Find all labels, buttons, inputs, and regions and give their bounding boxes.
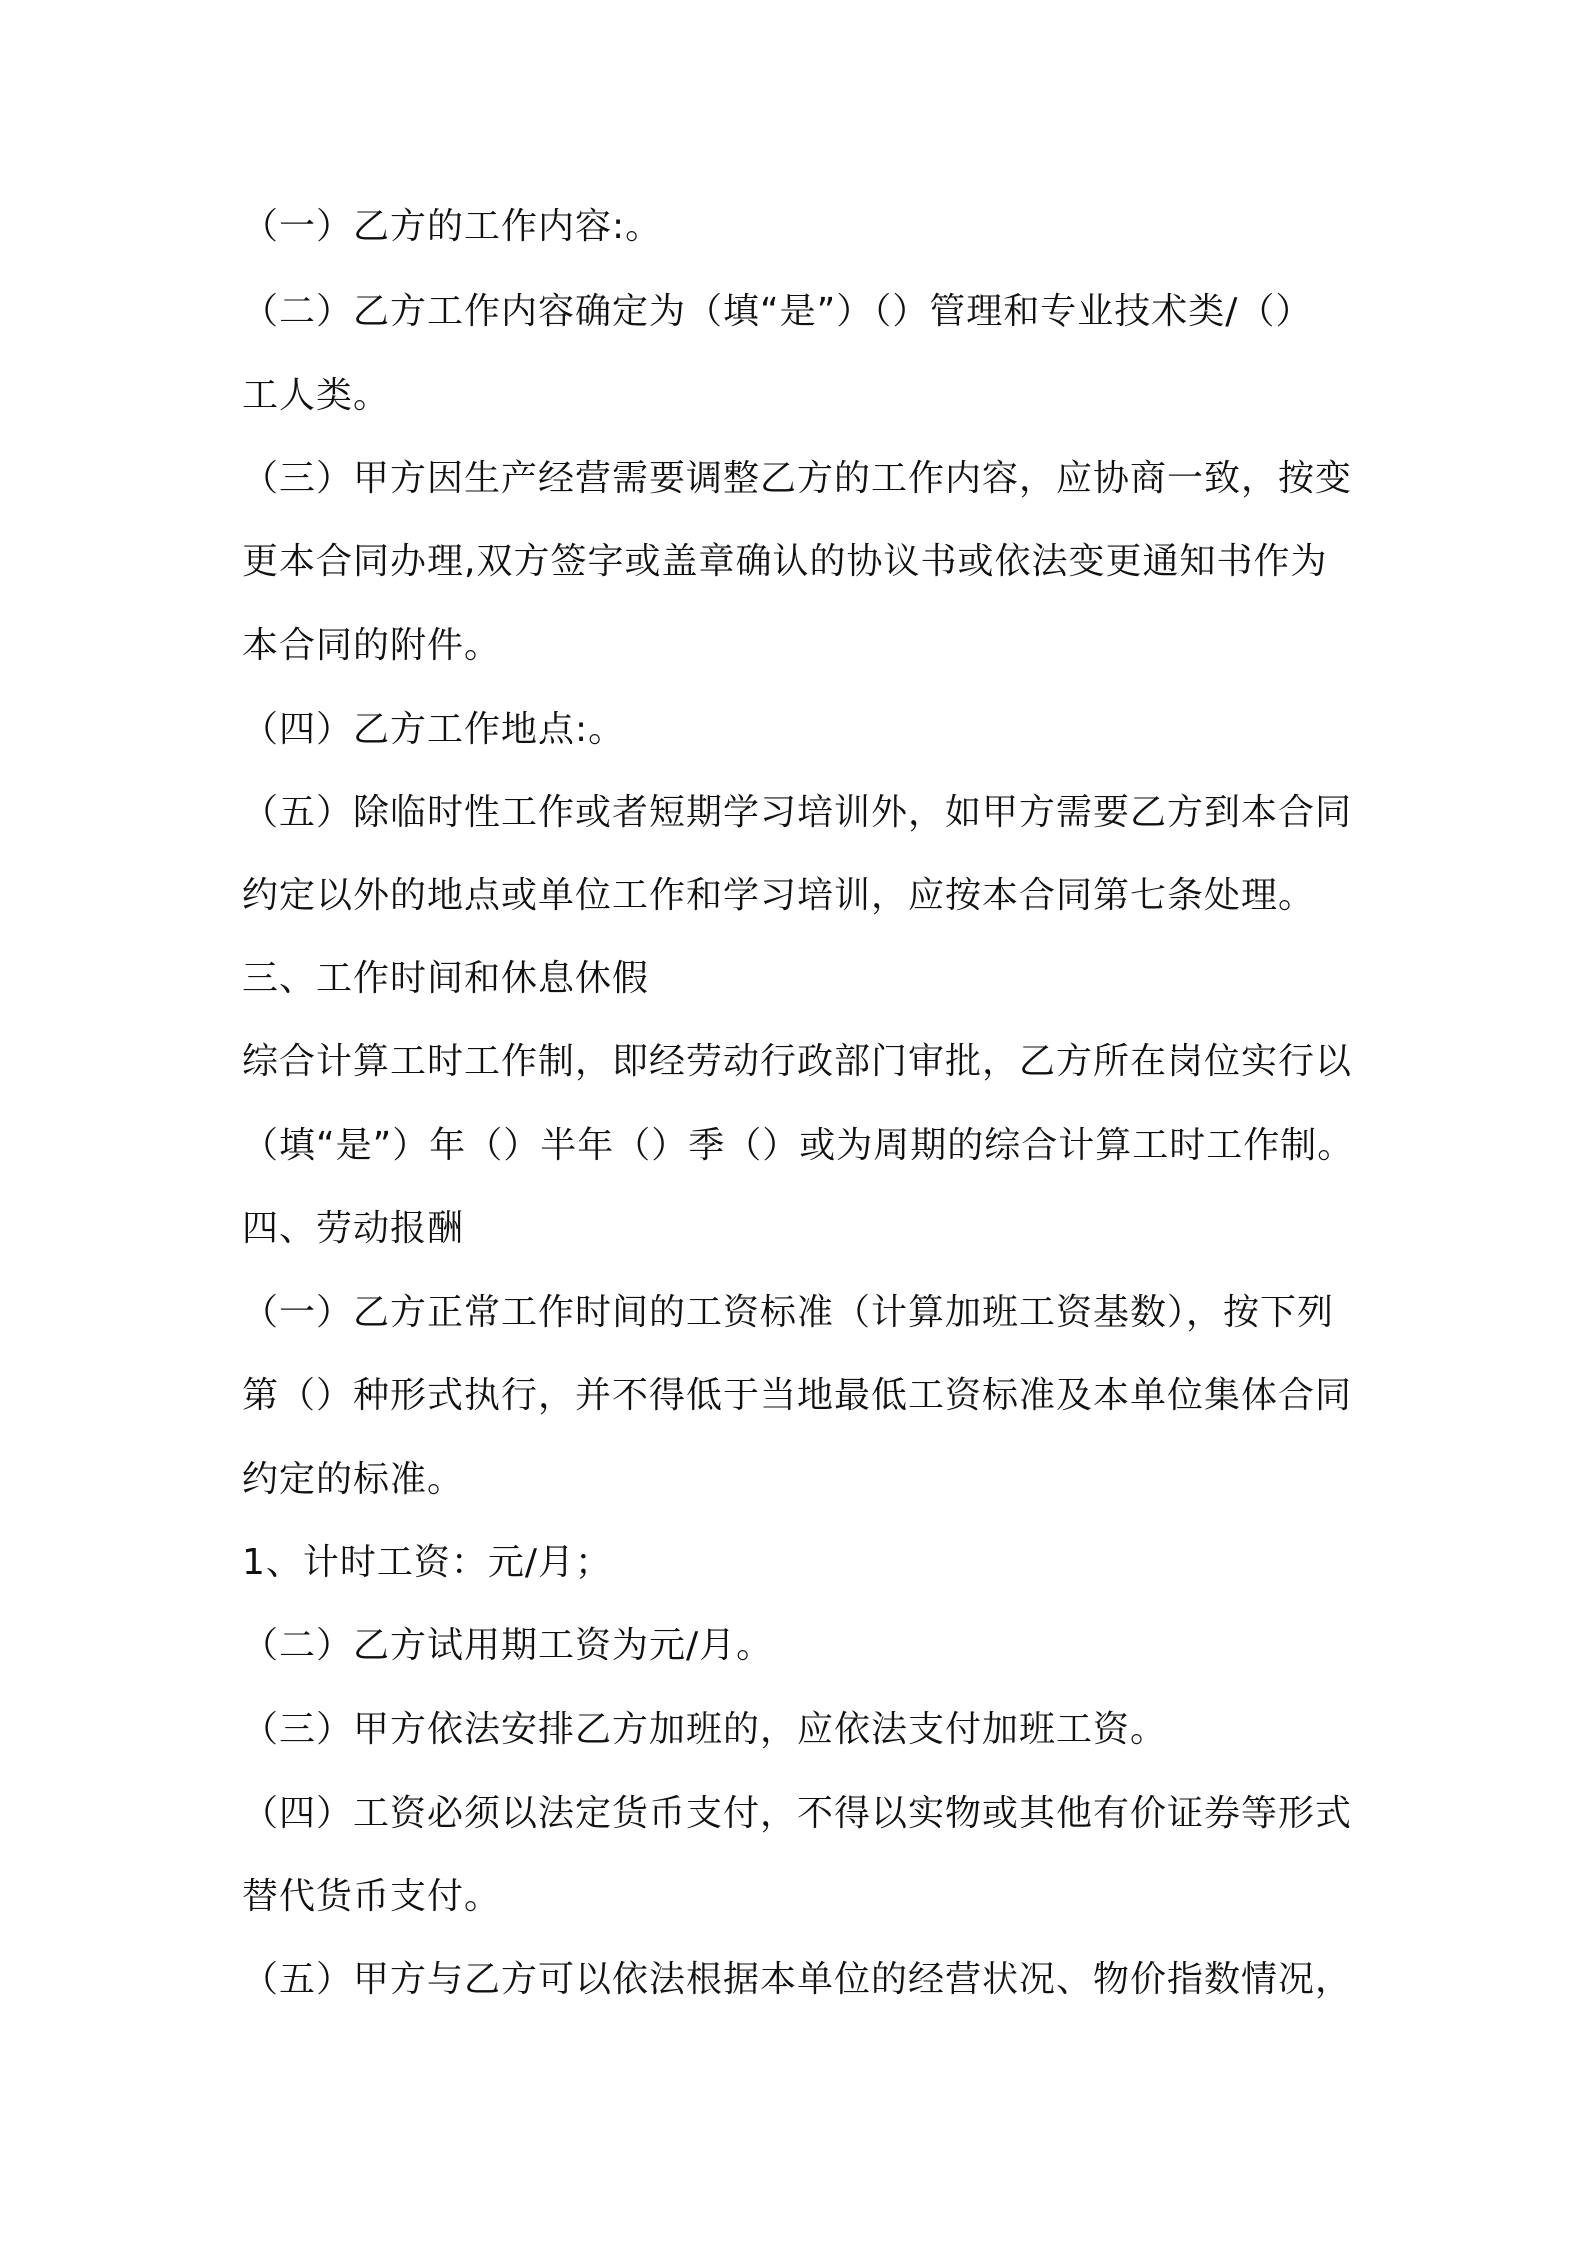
- text-line: （填“是”）年（）半年（）季（）或为周期的综合计算工时工作制。: [242, 1125, 1355, 1166]
- section-heading: 三、工作时间和休息休假: [242, 958, 650, 999]
- text-line: 约定以外的地点或单位工作和学习培训，应按本合同第七条处理。: [242, 875, 1316, 916]
- text-line: 工人类。: [242, 375, 391, 416]
- section-heading: 四、劳动报酬: [242, 1208, 465, 1249]
- text-line: 更本合同办理,双方签字或盖章确认的协议书或依法变更通知书作为: [242, 541, 1328, 582]
- text-line: 约定的标准。: [242, 1459, 465, 1500]
- text-line: （四）乙方工作地点:。: [242, 709, 626, 750]
- text-line: （二）乙方工作内容确定为（填“是”）（）管理和专业技术类/（）: [242, 291, 1313, 332]
- text-line: 综合计算工时工作制，即经劳动行政部门审批，乙方所在岗位实行以: [242, 1041, 1353, 1082]
- text-line: （三）甲方因生产经营需要调整乙方的工作内容，应协商一致，按变: [242, 458, 1353, 499]
- text-line: （一）乙方的工作内容:。: [242, 206, 663, 247]
- text-line: （二）乙方试用期工资为元/月。: [242, 1625, 774, 1666]
- text-line: （五）除临时性工作或者短期学习培训外，如甲方需要乙方到本合同: [242, 792, 1353, 833]
- text-line: （三）甲方依法安排乙方加班的，应依法支付加班工资。: [242, 1709, 1168, 1750]
- text-line: 1、计时工资：元/月；: [242, 1542, 613, 1583]
- text-line: （五）甲方与乙方可以依法根据本单位的经营状况、物价指数情况，: [242, 1959, 1353, 2000]
- text-line: （四）工资必须以法定货币支付，不得以实物或其他有价证券等形式: [242, 1793, 1353, 1834]
- text-line: 本合同的附件。: [242, 625, 502, 666]
- text-line: 第（）种形式执行，并不得低于当地最低工资标准及本单位集体合同: [242, 1375, 1353, 1416]
- text-line: 替代货币支付。: [242, 1876, 502, 1917]
- text-line: （一）乙方正常工作时间的工资标准（计算加班工资基数），按下列: [242, 1292, 1335, 1333]
